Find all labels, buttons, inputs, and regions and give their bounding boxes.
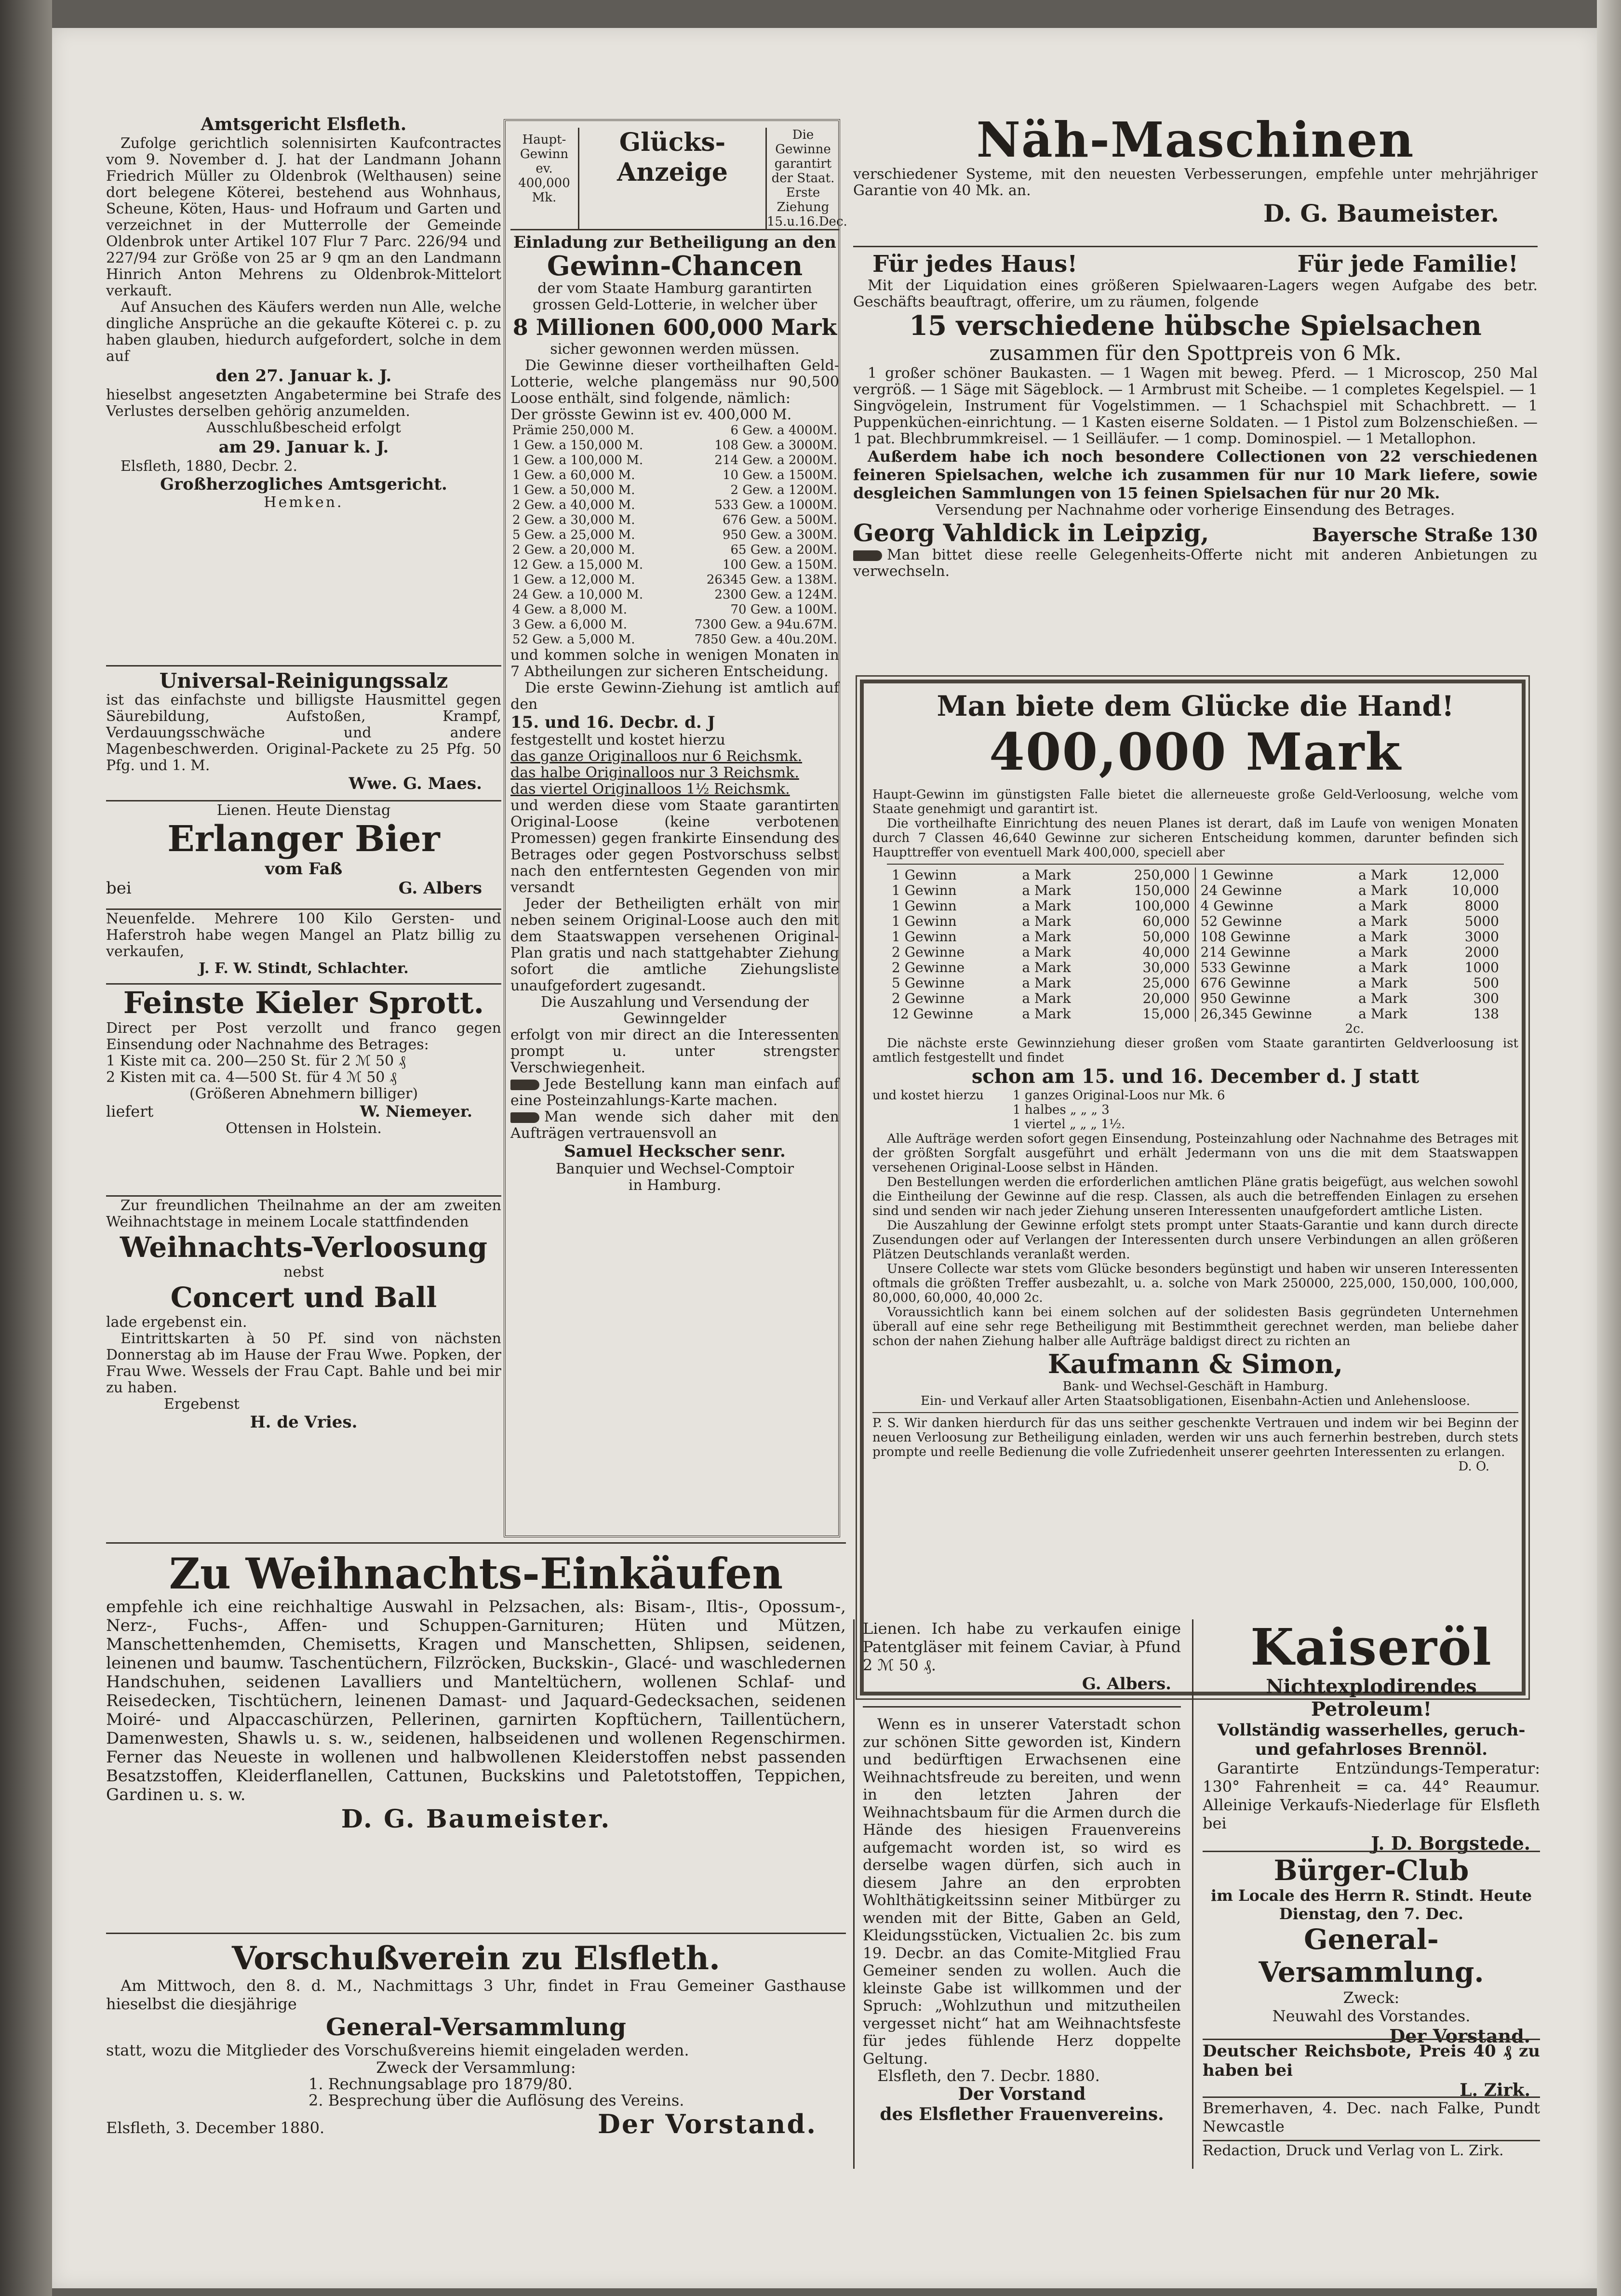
einkauf-body: empfehle ich eine reichhaltige Auswahl in Pelzsachen, als: Bisam-, Iltis-, Opossum-, Nerz-, Fuchs-, Affen- und Schuppen-Garnituren; Hüten und Mützen, Manschettenhemden, Chemisetts, Kragen und Manschetten, Shlipsen, seidenen, leinenen und baumw. Taschentüchern, Filzröcken, Buckskin-, Glacé- und waschledernen Handschuhen, seidenen Lavalliers und Manteltüchern, wollenen Schlaf- und Reisedecken, Tischtüchern, leinenen Damast- und Jaquard-Gedecksachen, seidenen Moiré- und Alpaccaschürzen, Pellerinen, garnirten Kopftüchern, Taillentüchern, Damenwesten, Shawls u. s. w., seidenen, halbseidenen und wollenen Regenschirmen. Ferner das Neueste in wollenen und halbwollenen Kleiderstoffen nebst passenden Besatzstoffen, Kleiderflanellen, Cattunen, Buckskins und Paletotstoffen, Teppichen, Gardinen u. s. w. <box>106 1597 846 1804</box>
hand-ps: P. S. Wir danken hierdurch für das uns seither geschenkte Vertrauen und indem wir bei Beginn der neuen Verloosung zur Betheiligung einladen, werden wir uns auch fernerhin bestreben, durch stets prompte und reelle Bedienung die volle Zufriedenheit unserer geehrten Interessenten zu erlangen. <box>872 1412 1518 1459</box>
glueck-prize-table <box>510 423 839 647</box>
spiel-versand: Versendung per Nachnahme oder vorherige Einsendung des Betrages. <box>936 502 1455 519</box>
hand-prize-right-cell: 52 Gewinne <box>1200 913 1282 929</box>
hand-prize-right-row <box>1196 883 1504 898</box>
glueck-prize-cell: 108 Gew. a 3000M. <box>714 438 837 453</box>
reichsbote-body: Deutscher Reichsbote, Preis 40 ₰ zu haben bei <box>1203 2042 1540 2080</box>
hand-prize-right-cell: a Mark <box>1358 913 1407 929</box>
glueck-prize-cell: 676 Gew. a 500M. <box>722 513 837 527</box>
hand-prize-right-cell: 4 Gewinne <box>1200 898 1273 914</box>
hand-prize-right-cell: 24 Gewinne <box>1200 882 1282 898</box>
club-body: im Locale des Herrn R. Stindt. Heute Dienstag, den 7. Dec. <box>1210 1886 1532 1923</box>
glueck-million: 8 Millionen 600,000 Mark <box>512 314 837 340</box>
hand-prize-right-cell: a Mark <box>1358 867 1407 883</box>
hand-prize-left-cell: a Mark <box>1022 913 1071 929</box>
amtsgericht-date2: am 29. Januar k. J. <box>218 438 389 457</box>
glueck-prize-cell: 7300 Gew. a 94u.67M. <box>694 617 837 632</box>
hand-prize-left-row <box>887 883 1195 898</box>
hand-prize-left-cell: 15,000 <box>1142 1006 1190 1022</box>
amtsgericht-heading: Amtsgericht Elsfleth. <box>201 114 407 134</box>
hand-prize-right-cell: a Mark <box>1358 975 1407 991</box>
hand-ad <box>872 689 1518 1474</box>
hand-prize-right-cell: a Mark <box>1358 929 1407 945</box>
hand-body7: Unsere Collecte war stets vom Glücke besonders begünstigt und haben wir unseren Interessenten oftmals die größten Treffer ausbezahlt, u. a. solche von Mark 250000, 225,000, 150,000, 100,000, 80,000, 60,000, 40,000 2c. <box>872 1262 1518 1305</box>
club-ad <box>1203 1855 1540 2047</box>
hand-prize-left-cell: 2 Gewinne <box>892 960 965 975</box>
hand-prize-right-row <box>1196 945 1504 960</box>
einkauf-ad <box>106 1549 846 1834</box>
imprint <box>1203 2143 1540 2159</box>
hand-prize-right-row <box>1196 914 1504 929</box>
hand-prize-right-cell: a Mark <box>1358 1006 1407 1022</box>
sprott-sign: W. Niemeyer. <box>360 1102 472 1121</box>
sprott-line3: (Größeren Abnehmern billiger) <box>189 1085 418 1102</box>
glueck-ad <box>510 128 847 1194</box>
frauen-ad <box>863 1716 1181 2124</box>
amtsgericht-place: Elsfleth, 1880, Decbr. 2. <box>121 458 298 475</box>
hand-prize-right-row <box>1196 898 1504 914</box>
hand-prize-right-row <box>1196 975 1504 991</box>
glueck-body12: Jede Bestellung kann man einfach auf eine Posteinzahlungs-Karte machen. <box>510 1076 839 1109</box>
hand-body4: Alle Aufträge werden sofort gegen Einsendung, Posteinzahlung oder Nachnahme des Betrages mit der größten Sorgfalt ausgeführt und erhält Jedermann von uns die mit dem Staatswappen versehenen Original-Loose selbst in Händen. <box>872 1132 1518 1175</box>
glueck-price2: das halbe Originalloos nur 3 Reichsmk. <box>510 764 799 781</box>
glueck-invite: Einladung zur Betheiligung an den <box>513 233 836 252</box>
sprott-place: Ottensen in Holstein. <box>226 1120 382 1137</box>
glueck-prize-row <box>510 438 839 453</box>
frauen-body: Wenn es in unserer Vaterstadt schon zur schönen Sitte geworden ist, Kindern und bedürftigen Erwachsenen eine Weihnachtsfreude zu bereiten, und wenn in den letzten Jahren der Weihnachtsbaum für die Armen durch die Hände des hiesigen Frauenvereins aufgemacht worden ist, so wird es derselbe wagen dürfen, sich auch in diesem Jahre an den erprobten Wohlthätigkeitssinn seiner Mitbürger zu wenden mit der Bitte, Gaben an Geld, Kleidungsstücken, Victualien 2c. bis zum 19. Decbr. an das Comite-Mitglied Frau Gemeiner senden zu wollen. Auch die kleinste Gabe ist willkommen und der Spruch: „Wohlzuthun und mitzutheilen vergesset nicht“ hat am Weihnachtsfeste für jedes fühlende Herz doppelte Geltung. <box>863 1716 1181 2068</box>
glueck-prize-row <box>510 453 839 468</box>
hand-prize-left-row <box>887 914 1195 929</box>
sprott-ad <box>106 986 501 1137</box>
glueck-prize-row <box>510 632 839 647</box>
glueck-prize-cell: 1 Gew. a 60,000 M. <box>512 468 635 482</box>
hand-prize-right-cell: 1 Gewinne <box>1200 867 1273 883</box>
hand-prize-right-cell: 1000 <box>1464 960 1499 975</box>
hand-prize-left-cell: a Mark <box>1022 1006 1071 1022</box>
hand-date: schon am 15. und 16. December d. J statt <box>971 1065 1420 1088</box>
spiel-heading: 15 verschiedene hübsche Spielsachen <box>909 310 1482 342</box>
page-edge <box>1597 0 1621 2296</box>
divider <box>106 983 501 985</box>
amtsgericht-date1: den 27. Januar k. J. <box>215 366 392 386</box>
hand-prize-right-cell: a Mark <box>1358 960 1407 975</box>
bier-sub: vom Faß <box>265 859 343 879</box>
hand-prize-left-cell: 150,000 <box>1134 882 1190 898</box>
hand-prize-left-row <box>887 960 1195 975</box>
verein-ad <box>106 1940 846 2139</box>
caviar-ad <box>863 1619 1181 1694</box>
glueck-prize-cell: 10 Gew. a 1500M. <box>722 468 837 482</box>
glueck-prize-row <box>510 617 839 632</box>
hand-prize-right-cell: a Mark <box>1358 990 1407 1006</box>
amtsgericht-body4: Ausschlußbescheid erfolgt <box>206 419 401 436</box>
spiel-bold: Außerdem habe ich noch besondere Collectionen von 22 verschiedenen feineren Spielsachen, welche ich zusammen für nur 10 Mark liefere, sowie desgleichen Sammlungen von 15 feinen Spielsachen für nur 20 Mk. <box>853 447 1538 502</box>
glueck-price1: das ganze Originalloos nur 6 Reichsmk. <box>510 748 803 765</box>
caviar-sign: G. Albers. <box>1082 1674 1171 1694</box>
verloosung-heading: Weihnachts-Verloosung <box>120 1231 488 1264</box>
hand-prize-left-cell: a Mark <box>1022 990 1071 1006</box>
glueck-prize-cell: 214 Gew. a 2000M. <box>714 453 837 467</box>
hand-prize-left-row <box>887 991 1195 1006</box>
hand-prize-left-cell: a Mark <box>1022 929 1071 945</box>
hand-prize-left-cell: a Mark <box>1022 975 1071 991</box>
caviar-body: Lienen. Ich habe zu verkaufen einige Patentgläser mit feinem Caviar, à Pfund 2 ℳ 50 ₰. <box>863 1619 1181 1674</box>
glueck-title: Glücks-Anzeige <box>579 128 767 229</box>
divider <box>106 1933 846 1934</box>
divider <box>106 800 501 801</box>
hand-prize-left-cell: 30,000 <box>1142 960 1190 975</box>
divider <box>1203 2140 1540 2141</box>
hand-prize-left-cell: 2 Gewinne <box>892 944 965 960</box>
divider <box>106 908 501 910</box>
kaiseroel-sub: Nichtexplodirendes Petroleum! <box>1266 1675 1477 1721</box>
salz-body: ist das einfachste und billigste Hausmittel gegen Säurebildung, Aufstoßen, Krampf, Verdauungsschwäche und andere Magenbeschwerden. Original-Packete zu 25 Pfg. 50 Pfg. und 1. M. <box>106 692 501 774</box>
hand-prize-left-cell: 100,000 <box>1134 898 1190 914</box>
sprott-liefert: liefert <box>106 1102 154 1121</box>
hand-body8: Voraussichtlich kann bei einem solchen auf der solidesten Basis gegründeten Unternehmen überall auf eine sehr rege Betheiligung mit Bestimmtheit gerechnet werden, man beliebe daher schon der nahen Ziehung halber alle Aufträge baldigst direct zu richten an <box>872 1305 1518 1348</box>
amtsgericht-notice <box>106 113 501 511</box>
hand-prize-left-cell: 5 Gewinne <box>892 975 965 991</box>
glueck-prize-cell: 533 Gew. a 1000M. <box>714 498 837 512</box>
hand-prize-right-cell: a Mark <box>1358 944 1407 960</box>
spiel-sub: zusammen für den Spottpreis von 6 Mk. <box>989 341 1402 365</box>
glueck-prize-cell: 1 Gew. a 100,000 M. <box>512 453 643 467</box>
hand-prize-left-row <box>887 945 1195 960</box>
bremer-notice <box>1203 2099 1540 2136</box>
frauen-sign2: des Elsflether Frauenvereins. <box>880 2104 1164 2124</box>
club-heading: Bürger-Club <box>1273 1854 1469 1887</box>
club-sign: Der Vorstand. <box>1389 2025 1530 2047</box>
divider <box>1203 1851 1540 1852</box>
glueck-prize-cell: 65 Gew. a 200M. <box>730 543 837 557</box>
hand-prize-right-cell: 10,000 <box>1452 882 1499 898</box>
hand-prize-left-cell: 1 Gewinn <box>892 929 957 945</box>
hand-body5: Den Bestellungen werden die erforderlichen amtlichen Pläne gratis beigefügt, aus welchen sowohl die Eintheilung der Gewinne auf die resp. Classen, als auch die betreffenden Einlagen zu ersehen sind und senden wir nach jeder Ziehung unseren Interessenten unaufgefordert amtliche Listen. <box>872 1175 1518 1218</box>
glueck-body5: und kommen solche in wenigen Monaten in 7 Abtheilungen zur sicheren Entscheidung. <box>510 647 839 680</box>
verloosung-sign1: Ergebenst <box>164 1396 240 1413</box>
glueck-date: 15. und 16. Decbr. d. J <box>510 713 715 732</box>
hand-prize-left-cell: a Mark <box>1022 898 1071 914</box>
pointing-hand-icon <box>510 1112 539 1123</box>
amtsgericht-body3: hieselbst angesetzten Angabetermine bei Strafe des Verlustes derselben gehörig anzumelden. <box>106 387 501 420</box>
glueck-chancen: Gewinn-Chancen <box>547 250 803 282</box>
sprott-line2: 2 Kisten mit ca. 4—500 St. für 4 ℳ 50 ₰ <box>106 1069 397 1086</box>
glueck-prize-row <box>510 558 839 573</box>
glueck-prize-row <box>510 513 839 528</box>
glueck-prize-cell: 2 Gew. a 30,000 M. <box>512 513 635 527</box>
frauen-place: Elsfleth, den 7. Decbr. 1880. <box>877 2067 1100 2085</box>
salz-heading: Universal-Reinigungssalz <box>159 669 448 693</box>
verein-item1: 1. Rechnungsablage pro 1879/80. <box>308 2075 573 2093</box>
hand-prize-right-row <box>1196 960 1504 975</box>
divider <box>106 1542 846 1544</box>
hand-prize-left-cell: 25,000 <box>1142 975 1190 991</box>
glueck-prize-cell: 1 Gew. a 50,000 M. <box>512 483 635 497</box>
hand-prize-right-cell: 26,345 Gewinne <box>1200 1006 1312 1022</box>
glueck-sign1: Samuel Heckscher senr. <box>564 1142 786 1161</box>
divider <box>106 1195 501 1197</box>
verein-body2: statt, wozu die Mitglieder des Vorschußvereins hiemit eingeladen werden. <box>106 2041 689 2059</box>
glueck-prize-cell: 1 Gew. a 150,000 M. <box>512 438 643 453</box>
glueck-prize-cell: 100 Gew. a 150M. <box>722 558 837 572</box>
glueck-prize-cell: 2300 Gew. a 124M. <box>714 587 837 602</box>
verein-sign: Der Vorstand. <box>598 2109 817 2139</box>
verloosung-nebst: nebst <box>283 1264 324 1281</box>
glueck-price3: das viertel Originalloos 1½ Reichsmk. <box>510 781 790 798</box>
hand-prize-left-cell: a Mark <box>1022 960 1071 975</box>
glueck-prize-cell: 4 Gew. a 8,000 M. <box>512 602 628 617</box>
reichsbote-ad <box>1203 2042 1540 2100</box>
verein-place: Elsfleth, 3. December 1880. <box>106 2119 325 2137</box>
glueck-body3: Die Gewinne dieser vortheilhaften Geld-Lotterie, welche plangemäss nur 90,500 Loose enthält, sind folgende, nämlich: <box>510 357 839 407</box>
glueck-prize-row <box>510 498 839 513</box>
glueck-body11: erfolgt von mir direct an die Interessenten prompt u. unter strengster Verschwiegenheit. <box>510 1027 839 1076</box>
hand-prize-left-cell: 20,000 <box>1142 990 1190 1006</box>
hand-heading: Man biete dem Glücke die Hand! <box>937 690 1454 722</box>
hand-prize-right-cell: 2000 <box>1464 944 1499 960</box>
glueck-prize-row <box>510 573 839 587</box>
hand-amount: 400,000 Mark <box>989 721 1402 782</box>
kaiseroel-sign: J. D. Borgstede. <box>1371 1832 1530 1854</box>
hand-price1: 1 ganzes Original-Loos nur Mk. 6 <box>1013 1088 1225 1103</box>
hand-prize-right-cell: a Mark <box>1358 882 1407 898</box>
naeh-body: verschiedener Systeme, mit den neuesten Verbesserungen, empfehle unter mehrjähriger Garantie von 40 Mk. an. <box>853 166 1538 199</box>
glueck-prize-cell: Prämie 250,000 M. <box>512 423 634 438</box>
hand-prize-left-cell: 1 Gewinn <box>892 898 957 914</box>
stroh-sign: J. F. W. Stindt, Schlachter. <box>199 960 409 977</box>
hand-prize-left-cell: 12 Gewinne <box>892 1006 974 1022</box>
verloosung-body: Zur freundlichen Theilnahme an der am zweiten Weihnachtstage in meinem Locale stattfindenden <box>106 1197 501 1230</box>
verloosung-ad <box>106 1198 501 1432</box>
amtsgericht-judge: Hemken. <box>264 494 344 511</box>
hand-prize-left-cell: 1 Gewinn <box>892 882 957 898</box>
stroh-ad <box>106 911 501 977</box>
divider <box>1203 2039 1540 2040</box>
hand-prize-right-cell: 108 Gewinne <box>1200 929 1291 945</box>
hand-table-right <box>1196 868 1504 1022</box>
glueck-prize-cell: 5 Gew. a 25,000 M. <box>512 528 635 542</box>
spiel-right: Für jede Familie! <box>1297 251 1518 278</box>
glueck-prize-cell: 12 Gew. a 15,000 M. <box>512 558 643 572</box>
frauen-sign: Der Vorstand <box>958 2084 1086 2104</box>
naeh-heading: Näh-Maschinen <box>976 111 1415 168</box>
hand-prize-left-cell: 2 Gewinne <box>892 990 965 1006</box>
hand-prize-left-cell: 50,000 <box>1142 929 1190 945</box>
imprint-text: Redaction, Druck und Verlag von L. Zirk. <box>1203 2142 1504 2159</box>
glueck-body7: festgestellt und kostet hierzu <box>510 732 725 748</box>
divider <box>853 246 1538 247</box>
glueck-prize-row <box>510 528 839 543</box>
glueck-sign3: in Hamburg. <box>628 1177 722 1194</box>
glueck-prize-cell: 3 Gew. a 6,000 M. <box>512 617 628 632</box>
bier-heading: Erlanger Bier <box>167 818 440 860</box>
book-spine <box>0 0 52 2296</box>
club-item: Neuwahl des Vorstandes. <box>1272 2007 1471 2025</box>
kaiseroel-ad <box>1203 1619 1540 1854</box>
naeh-sign: D. G. Baumeister. <box>1263 199 1499 227</box>
bremer-body: Bremerhaven, 4. Dec. nach Falke, Pundt Newcastle <box>1203 2099 1540 2136</box>
glueck-body4: Der grösste Gewinn ist ev. 400,000 M. <box>510 406 792 423</box>
divider <box>1203 2096 1540 2098</box>
hand-prize-right-cell: 12,000 <box>1452 867 1499 883</box>
sprott-heading: Feinste Kieler Sprott. <box>123 985 484 1020</box>
verein-item2: 2. Besprechung über die Auflösung des Vereins. <box>308 2091 684 2109</box>
hand-prize-left-cell: a Mark <box>1022 944 1071 960</box>
glueck-prize-row <box>510 602 839 617</box>
hand-prize-right-cell: 214 Gewinne <box>1200 944 1291 960</box>
spiel-list: 1 großer schöner Baukasten. — 1 Wagen mit beweg. Pferd. — 1 Microscop, 250 Mal vergröß. — 1 Säge mit Sägeblock. — 1 Armbrust mit Scheibe. — 1 completes Kegelspiel. — 1 Singvögelein, Instrument für Vogelstimmen. — 1 Schachspiel mit Schachbrett. — 1 Puppenküchen-einrichtung. — 1 Kasten eiserne Soldaten. — 1 Pistol zum Bolzenschießen. — 1 pat. Blechbrummkreisel. — 1 Seilläufer. — 1 comp. Dominospiel. — 1 Metallophon. <box>853 365 1538 447</box>
hand-prize-left-row <box>887 1006 1195 1022</box>
pointing-hand-icon <box>510 1080 539 1090</box>
amtsgericht-body2: Auf Ansuchen des Käufers werden nun Alle, welche dingliche Ansprüche an die gekaufte Köterei c. p. zu haben glauben, hiedurch aufgefordert, solche in dem auf <box>106 299 501 365</box>
hand-body3: Die nächste erste Gewinnziehung dieser großen vom Staate garantirten Geldverloosung ist amtlich festgestellt und findet <box>872 1036 1518 1065</box>
glueck-prize-cell: 2 Gew. a 40,000 M. <box>512 498 635 512</box>
club-zweck: Zweck: <box>1343 1989 1400 2007</box>
hand-sign3: Ein- und Verkauf aller Arten Staatsobligationen, Eisenbahn-Actien und Anlehensloose. <box>921 1394 1470 1408</box>
glueck-prize-row <box>510 543 839 558</box>
reichsbote-sign: L. Zirk. <box>1460 2080 1530 2100</box>
amtsgericht-court: Großherzogliches Amtsgericht. <box>160 475 447 494</box>
hand-prize-right-cell: 950 Gewinne <box>1200 990 1291 1006</box>
hand-body6: Die Auszahlung der Gewinne erfolgt stets prompt unter Staats-Garantie und kann durch directe Zusendungen oder auf Verlangen der Interessenten durch unsere Verbindungen an allen größeren Plätzen Deutschlands veranlaßt werden. <box>872 1218 1518 1262</box>
glueck-prize-cell: 950 Gew. a 300M. <box>722 528 837 542</box>
glueck-prize-cell: 2 Gew. a 20,000 M. <box>512 543 635 557</box>
einkauf-sign: D. G. Baumeister. <box>341 1804 611 1834</box>
amtsgericht-body: Zufolge gerichtlich solennisirten Kaufcontractes vom 9. November d. J. hat der Landmann Johann Friedrich Müller zu Oldenbrok (Welthausen) seine dort belegene Köterei, bestehend aus Wohnhaus, Scheune, Köten, Haus- und Hofraum und Garten und verzeichnet in der Mutterrolle der Gemeinde Oldenbrok unter Artikel 107 Flur 7 Parc. 226/94 und 227/94 zur Größe von 25 ar 9 qm an den Landmann Hinrich Anton Mehrens zu Oldenbrok-Mittelort verkauft. <box>106 135 501 299</box>
spiel-sign: Georg Vahldick in Leipzig, <box>853 519 1209 547</box>
hand-dd: D. O. <box>1458 1459 1489 1474</box>
glueck-body1: der vom Staate Hamburg garantirten grossen Geld-Lotterie, in welcher über <box>532 280 817 313</box>
glueck-right: Die Gewinne garantirt der Staat. Erste Ziehung 15.u.16.Dec. <box>767 128 847 229</box>
bier-ad <box>106 802 501 898</box>
verloosung-heading2: Concert und Ball <box>170 1281 437 1314</box>
verein-body: Am Mittwoch, den 8. d. M., Nachmittags 3 Uhr, findet in Frau Gemeiner Gasthause hieselbst die diesjährige <box>106 1976 846 2013</box>
kaiseroel-body: Vollständig wasserhelles, geruch- und gefahrloses Brennöl. <box>1217 1721 1526 1759</box>
verloosung-sign2: H. de Vries. <box>250 1413 358 1432</box>
hand-prize-right-row <box>1196 868 1504 883</box>
glueck-prize-cell: 24 Gew. a 10,000 M. <box>512 587 643 602</box>
naeh-ad <box>853 113 1538 228</box>
bier-bei: bei <box>106 879 132 898</box>
glueck-body6: Die erste Gewinn-Ziehung ist amtlich auf den <box>510 680 839 713</box>
verein-zweck: Zweck der Versammlung: <box>376 2058 576 2077</box>
hand-body2: Die vortheilhafte Einrichtung des neuen Planes ist derart, daß im Laufe von wenigen Monaten durch 7 Classen 46,640 Gewinne zur sicheren Entscheidung kommen, darunter befinden sich Haupttreffer von eventuell Mark 400,000, speciell aber <box>872 816 1518 860</box>
divider <box>863 1706 1181 1708</box>
salz-sign: Wwe. G. Maes. <box>348 774 482 793</box>
glueck-prize-row <box>510 483 839 498</box>
glueck-prize-cell: 7850 Gew. a 40u.20M. <box>694 632 837 647</box>
hand-prize-right-cell: 533 Gewinne <box>1200 960 1291 975</box>
hand-prize-left-cell: 60,000 <box>1142 913 1190 929</box>
verein-sub: General-Versammlung <box>326 2013 626 2041</box>
hand-prize-left-cell: 1 Gewinn <box>892 913 957 929</box>
glueck-body2: sicher gewonnen werden müssen. <box>550 341 800 358</box>
kaiseroel-body2: Garantirte Entzündungs-Temperatur: 130° Fahrenheit = ca. 44° Reaumur. Alleinige Verkaufs-Niederlage für Elsfleth bei <box>1203 1759 1540 1832</box>
hand-prize-right-cell: 3000 <box>1464 929 1499 945</box>
spiel-ad <box>853 251 1538 580</box>
hand-body1: Haupt-Gewinn im günstigsten Falle bietet die allerneueste große Geld-Verloosung, welche vom Staate genehmigt und garantirt ist. <box>872 788 1518 816</box>
verloosung-body2: lade ergebenst ein. <box>106 1314 247 1331</box>
glueck-haupt: Haupt-Gewinn ev. 400,000 Mk. <box>510 128 579 229</box>
glueck-sign2: Banquier und Wechsel-Comptoir <box>555 1161 794 1177</box>
hand-prize-right-cell: 138 <box>1473 1006 1499 1022</box>
hand-prize-left-row <box>887 898 1195 914</box>
hand-table-left <box>887 868 1196 1022</box>
hand-price3: 1 viertel „ „ „ 1½. <box>1013 1117 1125 1132</box>
glueck-body13: Man wende sich daher mit den Aufträgen vertrauensvoll an <box>510 1108 839 1142</box>
sprott-line1: 1 Kiste mit ca. 200—250 St. für 2 ℳ 50 ₰ <box>106 1053 406 1069</box>
glueck-body9: Jeder der Betheiligten erhält von mir neben seinem Original-Loose auch den mit dem Staatswappen versehenen Original-Plan gratis und nach stattgehabter Ziehung sofort die amtliche Ziehungsliste unaufgefordert zugesandt. <box>510 895 839 994</box>
glueck-body8: und werden diese vom Staate garantirten Original-Loose (keine verbotenen Promessen) gegen frankirte Einsendung des Betrages oder gegen Postvorschuss selbst nach den entferntesten Gegenden von mir versandt <box>510 797 839 896</box>
stroh-body: Neuenfelde. Mehrere 100 Kilo Gersten- und Haferstroh habe wegen Mangel an Platz billig zu verkaufen, <box>106 910 501 960</box>
salz-ad <box>106 670 501 793</box>
hand-prize-right-cell: 5000 <box>1464 913 1499 929</box>
hand-kostet: und kostet hierzu <box>872 1088 984 1103</box>
hand-prize-right-row <box>1196 929 1504 945</box>
glueck-prize-cell: 52 Gew. a 5,000 M. <box>512 632 635 647</box>
spiel-body: Mit der Liquidation eines größeren Spielwaaren-Lagers wegen Aufgabe des betr. Geschäfts beauftragt, offerire, um zu räumen, folgende <box>853 277 1538 310</box>
kaiseroel-heading: Kaiseröl <box>1250 1617 1492 1677</box>
spiel-street: Bayersche Straße 130 <box>1312 524 1538 546</box>
divider <box>106 665 501 667</box>
hand-prize-left-cell: 40,000 <box>1142 944 1190 960</box>
glueck-prize-row <box>510 468 839 483</box>
sprott-body: Direct per Post verzollt und franco gegen Einsendung oder Nachnahme des Betrages: <box>106 1020 501 1053</box>
hand-prize-right-row <box>1196 1006 1504 1022</box>
hand-prize-right-cell: 8000 <box>1464 898 1499 914</box>
hand-prize-right-cell: 500 <box>1473 975 1499 991</box>
hand-prize-right-cell: 300 <box>1473 990 1499 1006</box>
hand-sign: Kaufmann & Simon, <box>1047 1348 1343 1379</box>
spiel-note: Man bittet diese reelle Gelegenheits-Offerte nicht mit anderen Anbietungen zu verwechseln. <box>853 547 1538 580</box>
glueck-prize-row <box>510 587 839 602</box>
glueck-prize-cell: 1 Gew. a 12,000 M. <box>512 573 635 587</box>
verein-heading: Vorschußverein zu Elsfleth. <box>232 1939 720 1977</box>
hand-prize-left-row <box>887 868 1195 883</box>
verloosung-body3: Eintrittskarten à 50 Pf. sind von nächsten Donnerstag ab im Hause der Frau Wwe. Popken, der Frau Wwe. Wessels der Frau Capt. Bahle und bei mir zu haben. <box>106 1330 501 1396</box>
glueck-body10: Die Auszahlung und Versendung der Gewinngelder <box>540 994 809 1027</box>
hand-prize-left-cell: a Mark <box>1022 882 1071 898</box>
hand-prize-left-row <box>887 929 1195 945</box>
glueck-prize-row <box>510 423 839 438</box>
hand-sign2: Bank- und Wechsel-Geschäft in Hamburg. <box>1062 1379 1328 1394</box>
einkauf-heading: Zu Weihnachts-Einkäufen <box>169 1548 783 1599</box>
hand-prize-left-row <box>887 975 1195 991</box>
pointing-hand-icon <box>853 550 882 561</box>
bier-top: Lienen. Heute Dienstag <box>216 802 391 819</box>
hand-prize-right-cell: a Mark <box>1358 898 1407 914</box>
spiel-left: Für jedes Haus! <box>872 251 1078 278</box>
hand-etc: 2c. <box>1345 1022 1364 1036</box>
club-sub: General-Versammlung. <box>1259 1923 1484 1989</box>
hand-prize-right-row <box>1196 991 1504 1006</box>
glueck-prize-cell: 2 Gew. a 1200M. <box>730 483 837 497</box>
bier-sign: G. Albers <box>398 879 482 898</box>
glueck-prize-cell: 26345 Gew. a 138M. <box>706 573 837 587</box>
hand-prize-left-cell: 1 Gewinn <box>892 867 957 883</box>
hand-prize-left-cell: 250,000 <box>1134 867 1190 883</box>
hand-price2: 1 halbes „ „ „ 3 <box>1013 1103 1110 1117</box>
glueck-prize-cell: 70 Gew. a 100M. <box>730 602 837 617</box>
hand-prize-left-cell: a Mark <box>1022 867 1071 883</box>
glueck-prize-cell: 6 Gew. a 4000M. <box>730 423 837 438</box>
hand-prize-right-cell: 676 Gewinne <box>1200 975 1291 991</box>
